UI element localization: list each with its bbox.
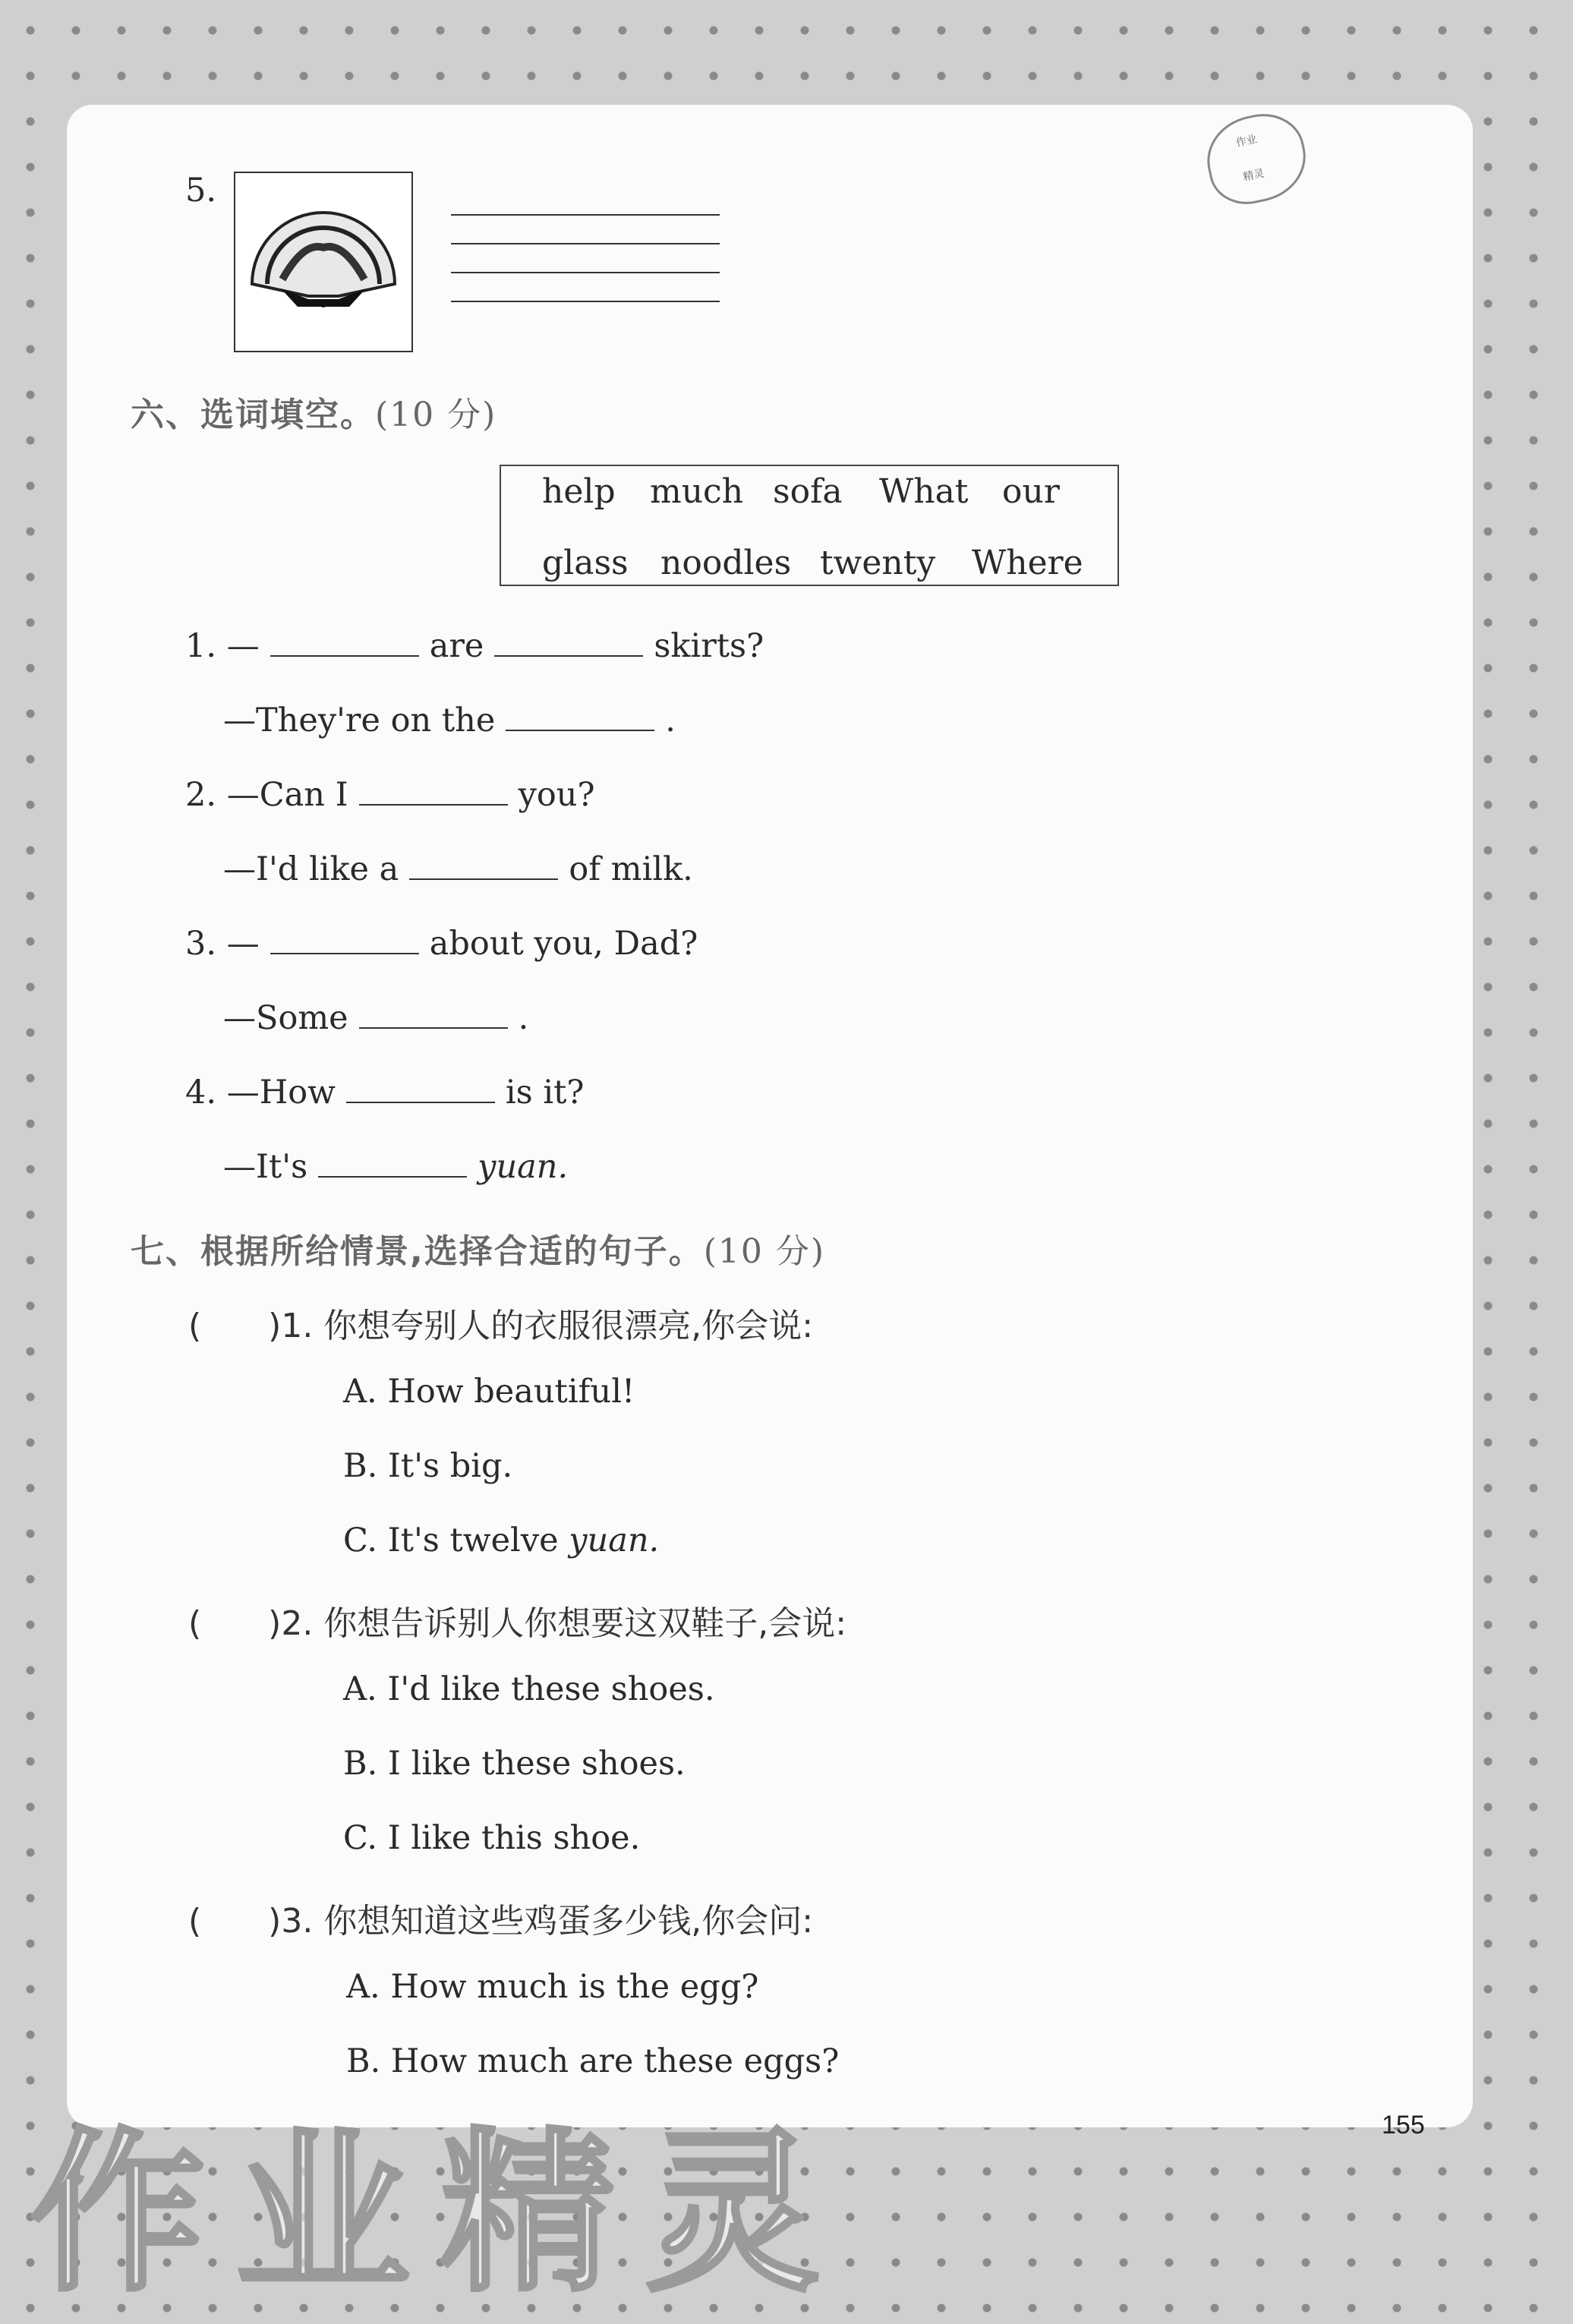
fill-q1b: —They're on the . [223,702,676,739]
page-number: 155 [1382,2111,1425,2140]
q5-label: 5. [185,172,217,210]
blank-field[interactable] [494,654,643,657]
stamp-seal-icon: 作业 精灵 [1199,106,1314,212]
section6-title: 六、选词填空。(10 分) [131,396,497,434]
choice-q1-a: A. How beautiful! [343,1373,635,1411]
answer-paren[interactable]: ( ) [188,1902,282,1941]
word-option: our [1002,472,1060,511]
word-option: Where [972,544,1083,582]
fill-q2b: —I'd like a of milk. [223,850,693,888]
fill-q3a: 3. — about you, Dad? [185,925,698,963]
answer-line [451,272,720,273]
choice-q3-a: A. How much is the egg? [346,1968,759,2006]
q5-picture [234,172,413,352]
blank-field[interactable] [270,952,419,954]
word-option: glass [542,544,629,582]
word-option: What [879,472,969,511]
blank-field[interactable] [318,1175,467,1178]
choice-q1-b: B. It's big. [343,1447,513,1485]
word-option: sofa [773,472,843,511]
choice-q1-c: C. It's twelve yuan. [343,1521,660,1559]
word-option: noodles [660,544,792,582]
word-option: help [542,472,616,511]
choice-q1-stem: ( )1. 你想夸别人的衣服很漂亮,你会说: [188,1307,814,1345]
answer-paren[interactable]: ( ) [188,1604,282,1643]
section7-title: 七、根据所给情景,选择合适的句子。(10 分) [131,1232,826,1271]
fill-q3b: —Some . [223,999,529,1037]
blank-field[interactable] [359,803,508,806]
answer-line [451,243,720,244]
fill-q4a: 4. —How is it? [185,1074,585,1112]
word-option: much [650,472,744,511]
answer-paren[interactable]: ( ) [188,1307,282,1345]
choice-q2-a: A. I'd like these shoes. [343,1670,715,1708]
blank-field[interactable] [409,878,558,880]
blank-field[interactable] [359,1026,508,1029]
word-box [500,465,1119,586]
blank-field[interactable] [506,729,654,731]
choice-q3-b: B. How much are these eggs? [346,2042,840,2080]
fill-q1a: 1. — are skirts? [185,627,764,665]
choice-q2-c: C. I like this shoe. [343,1819,641,1857]
blank-field[interactable] [346,1101,495,1103]
answer-line [451,301,720,302]
word-option: twenty [820,544,936,582]
choice-q2-b: B. I like these shoes. [343,1745,686,1783]
watermark-logo: 作业精灵 [30,2113,850,2316]
fill-q4b: —It's yuan. [223,1148,569,1186]
choice-q3-stem: ( )3. 你想知道这些鸡蛋多少钱,你会问: [188,1902,814,1941]
answer-line [451,214,720,216]
blank-field[interactable] [270,654,419,657]
fill-q2a: 2. —Can I you? [185,776,595,814]
folding-fan-icon [235,173,411,351]
choice-q2-stem: ( )2. 你想告诉别人你想要这双鞋子,会说: [188,1604,847,1643]
